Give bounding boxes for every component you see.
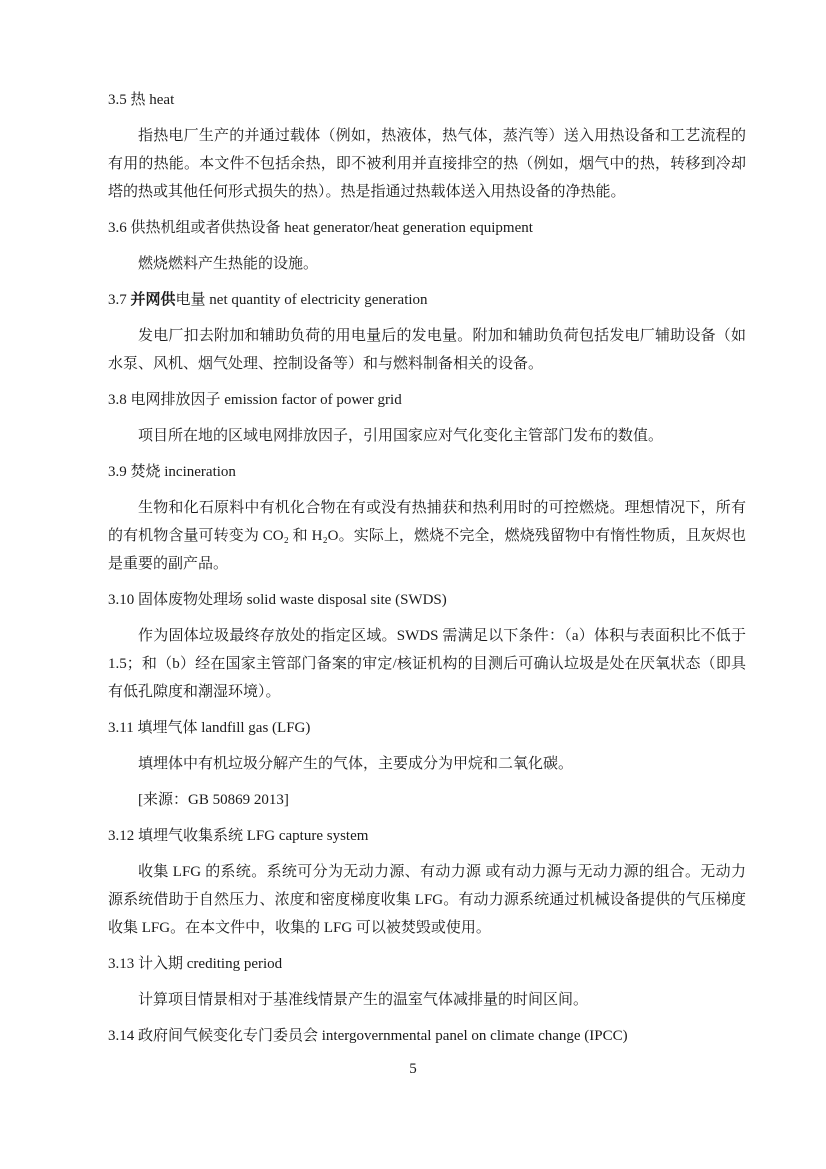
- term-zh: 填埋气体: [137, 720, 198, 736]
- term-definition: 生物和化石原料中有机化合物在有或没有热捕获和热利用时的可控燃烧。理想情况下，所有的有机物含量可转变为 CO₂ 和 H₂O。实际上，燃烧不完全，燃烧残留物中有惰性物质，且灰烬也是重要的副产品。: [108, 500, 746, 572]
- section-3-12: [108, 822, 746, 942]
- term-number: 3.8: [108, 392, 127, 408]
- section-3-14: [108, 1022, 746, 1050]
- term-en: intergovernmental panel on climate change (IPCC): [321, 1028, 628, 1044]
- section-3-13: [108, 950, 746, 1014]
- term-zh: 电量: [175, 292, 206, 308]
- term-number: 3.6: [108, 220, 127, 236]
- section-3-8: [108, 386, 746, 450]
- section-3-10: [108, 586, 746, 706]
- term-definition: 作为固体垃圾最终存放处的指定区域。SWDS 需满足以下条件：（a）体积与表面积比不低于 1.5；和（b）经在国家主管部门备案的审定/核证机构的目测后可确认垃圾是处在厌氧状态（即具有低孔隙度和潮湿环境）。: [108, 628, 746, 700]
- term-en: crediting period: [186, 956, 283, 972]
- term-zh: 填埋气收集系统: [138, 828, 244, 844]
- term-zh: 政府间气候变化专门委员会: [138, 1028, 319, 1044]
- term-en: LFG capture system: [246, 828, 369, 844]
- term-heading-3-9: [108, 458, 746, 486]
- term-definition: 指热电厂生产的并通过载体（例如，热液体，热气体，蒸汽等）送入用热设备和工艺流程的有用的热能。本文件不包括余热，即不被利用并直接排空的热（例如，烟气中的热，转移到冷却塔的热或其他任何形式损失的热）。热是指通过热载体送入用热设备的净热能。: [108, 128, 746, 200]
- term-number: 3.11: [108, 720, 134, 736]
- term-zh: 计入期: [138, 956, 184, 972]
- term-en: emission factor of power grid: [224, 392, 402, 408]
- term-number: 3.5: [108, 92, 127, 108]
- term-number: 3.10: [108, 592, 135, 608]
- term-definition: 发电厂扣去附加和辅助负荷的用电量后的发电量。附加和辅助负荷包括发电厂辅助设备（如水泵、风机、烟气处理、控制设备等）和与燃料制备相关的设备。: [108, 328, 746, 372]
- term-definition: 项目所在地的区域电网排放因子，引用国家应对气化变化主管部门发布的数值。: [138, 428, 664, 444]
- term-heading-3-14: [108, 1022, 746, 1050]
- term-heading-3-8: [108, 386, 746, 414]
- term-zh: 固体废物处理场: [138, 592, 244, 608]
- term-en: incineration: [164, 464, 236, 480]
- term-heading-3-12: [108, 822, 746, 850]
- term-number: 3.7: [108, 292, 127, 308]
- term-heading-3-6: [108, 214, 746, 242]
- term-zh: 供热机组或者供热设备: [130, 220, 281, 236]
- term-en: solid waste disposal site (SWDS): [246, 592, 447, 608]
- term-number: 3.13: [108, 956, 135, 972]
- term-heading-3-11: [108, 714, 746, 742]
- section-3-6: [108, 214, 746, 278]
- section-3-9: [108, 458, 746, 578]
- term-en: heat: [149, 92, 175, 108]
- term-definition: 燃烧燃料产生热能的设施。: [138, 256, 319, 272]
- term-heading-3-5: [108, 86, 746, 114]
- term-heading-3-13: [108, 950, 746, 978]
- term-source-note: [来源：GB 50869 2013]: [138, 792, 289, 808]
- term-number: 3.9: [108, 464, 127, 480]
- page-number: 5: [409, 1061, 417, 1077]
- term-heading-3-10: [108, 586, 746, 614]
- term-definition: 收集 LFG 的系统。系统可分为无动力源、有动力源 或有动力源与无动力源的组合。无动力源系统借助于自然压力、浓度和密度梯度收集 LFG。有动力源系统通过机械设备提供的气压梯度收集 LFG。在本文件中，收集的 LFG 可以被焚毁或使用。: [108, 864, 746, 936]
- term-zh: 电网排放因子: [130, 392, 221, 408]
- term-en: heat generator/heat generation equipment: [284, 220, 533, 236]
- section-3-7: [108, 286, 746, 378]
- term-zh-bold: 并网供: [130, 292, 176, 308]
- term-number: 3.12: [108, 828, 135, 844]
- term-en: landfill gas (LFG): [201, 720, 311, 736]
- term-heading-3-7: [108, 286, 746, 314]
- term-number: 3.14: [108, 1028, 135, 1044]
- section-3-11: [108, 714, 746, 814]
- term-definition: 计算项目情景相对于基准线情景产生的温室气体减排量的时间区间。: [138, 992, 589, 1008]
- term-zh: 焚烧: [130, 464, 161, 480]
- term-definition: 填埋体中有机垃圾分解产生的气体，主要成分为甲烷和二氧化碳。: [138, 756, 574, 772]
- term-zh: 热: [130, 92, 146, 108]
- section-3-5: [108, 86, 746, 206]
- term-en: net quantity of electricity generation: [209, 292, 428, 308]
